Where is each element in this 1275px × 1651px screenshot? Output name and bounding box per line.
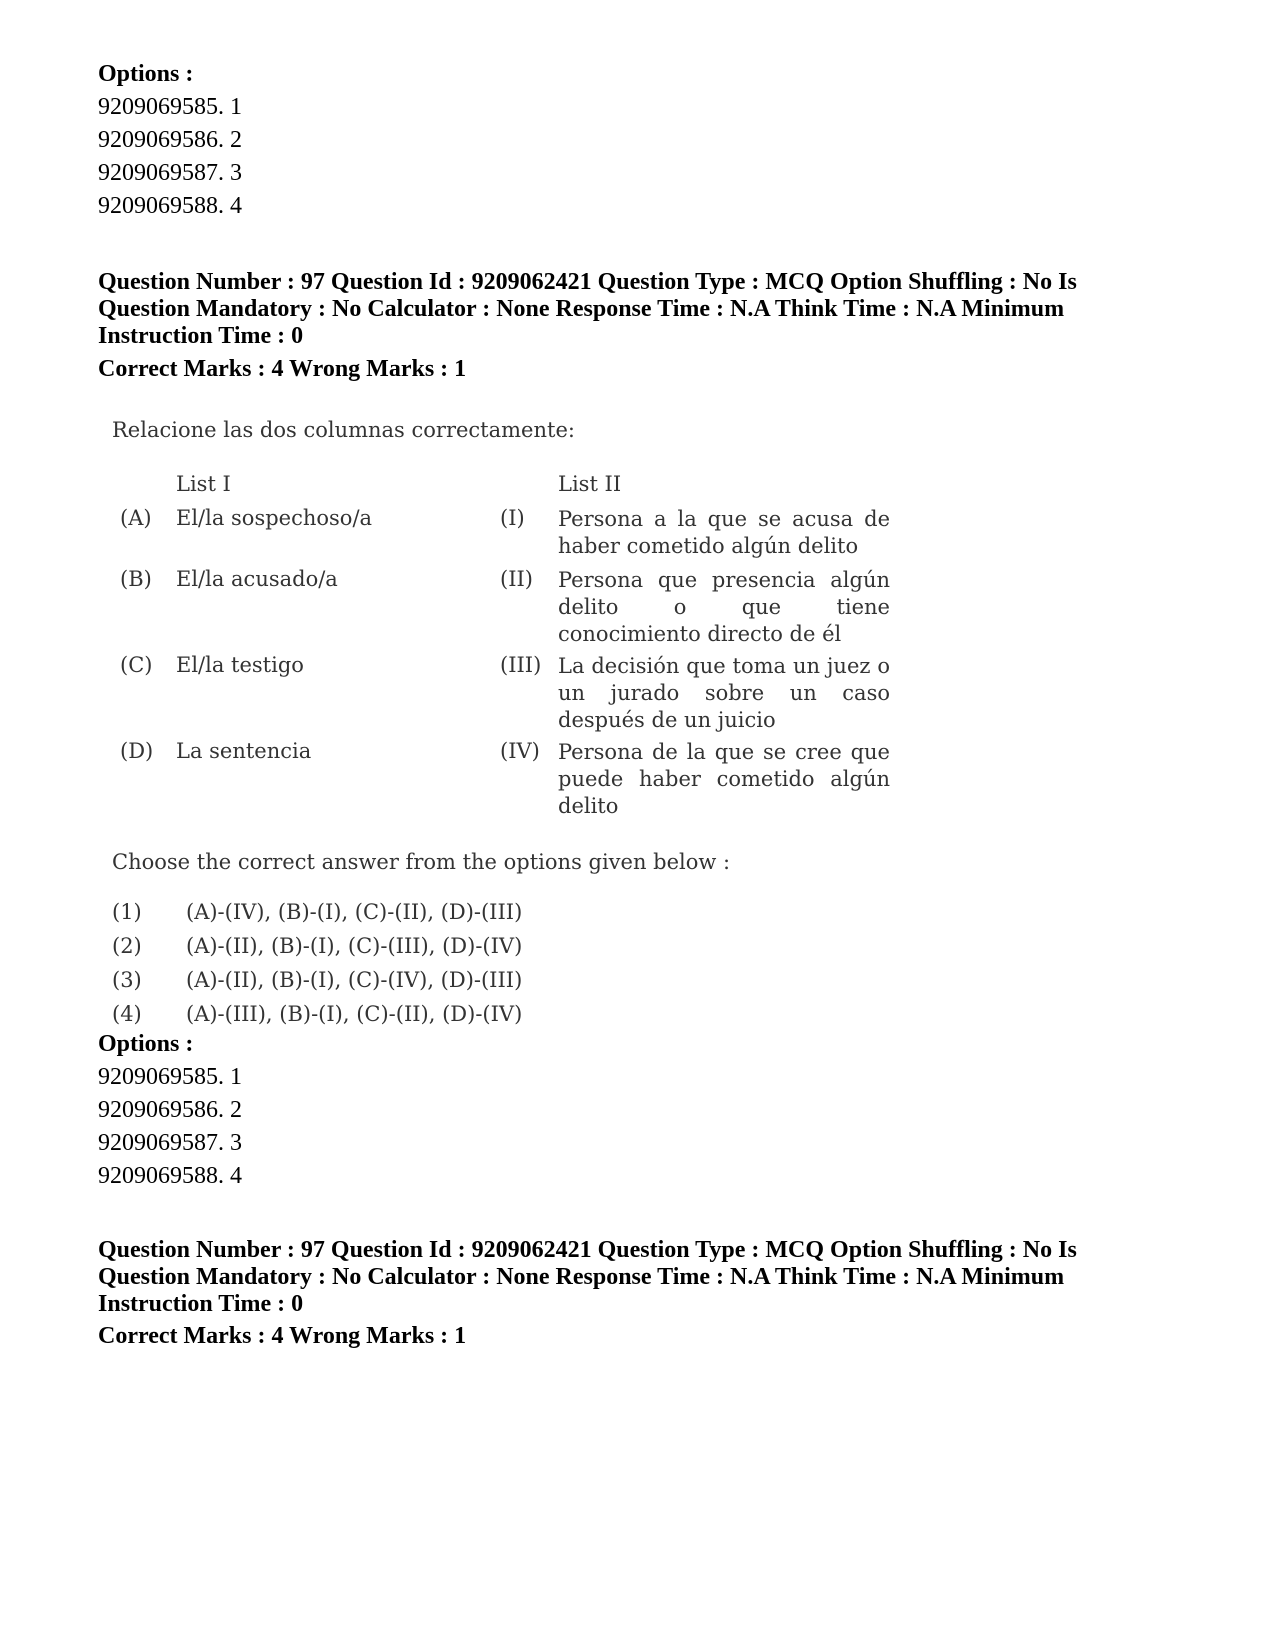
options-heading: Options : xyxy=(98,1031,194,1057)
option-item: 9209069585. 1 xyxy=(98,1064,242,1090)
answer-number: (2) xyxy=(112,934,142,958)
question-intro: Relacione las dos columnas correctamente: xyxy=(112,418,575,442)
option-item: 9209069588. 4 xyxy=(98,193,242,219)
question-marks: Correct Marks : 4 Wrong Marks : 1 xyxy=(98,1323,467,1349)
list2-text: Persona de la que se cree que puede haber cometido algún delito xyxy=(558,740,890,818)
option-item: 9209069587. 3 xyxy=(98,160,242,186)
list1-label: (D) xyxy=(120,739,154,763)
choose-instruction: Choose the correct answer from the options given below : xyxy=(112,850,731,874)
question-body xyxy=(98,410,938,1070)
list2-label: (III) xyxy=(500,653,542,677)
answer-text: (A)-(IV), (B)-(I), (C)-(II), (D)-(III) xyxy=(186,900,523,924)
question-meta-line: Question Number : 97 Question Id : 9209062421 Question Type : MCQ Option Shuffling : No Is xyxy=(98,1237,1077,1263)
list1-text: El/la acusado/a xyxy=(176,567,338,591)
question-meta-line: Question Number : 97 Question Id : 9209062421 Question Type : MCQ Option Shuffling : No Is xyxy=(98,269,1077,295)
option-item: 9209069585. 1 xyxy=(98,94,242,120)
answer-number: (3) xyxy=(112,968,142,992)
list1-label: (C) xyxy=(120,653,153,677)
answer-text: (A)-(II), (B)-(I), (C)-(III), (D)-(IV) xyxy=(186,934,523,958)
answer-text: (A)-(II), (B)-(I), (C)-(IV), (D)-(III) xyxy=(186,968,523,992)
options-heading: Options : xyxy=(98,61,194,87)
question-meta-line: Instruction Time : 0 xyxy=(98,1291,304,1317)
list2-text: La decisión que toma un juez o un jurado sobre un caso después de un juicio xyxy=(558,654,890,732)
list1-text: El/la sospechoso/a xyxy=(176,506,373,530)
list1-heading: List I xyxy=(176,472,231,496)
question-meta-line: Instruction Time : 0 xyxy=(98,323,304,349)
list2-label: (II) xyxy=(500,567,533,591)
option-item: 9209069586. 2 xyxy=(98,1097,242,1123)
question-meta-line: Question Mandatory : No Calculator : None Response Time : N.A Think Time : N.A Minimum xyxy=(98,296,1065,322)
answer-number: (4) xyxy=(112,1002,142,1026)
list1-label: (A) xyxy=(120,506,152,530)
list1-label: (B) xyxy=(120,567,152,591)
list2-label: (IV) xyxy=(500,739,540,763)
list2-text: Persona que presencia algún delito o que tiene conocimiento directo de él xyxy=(558,568,890,646)
list2-label: (I) xyxy=(500,506,525,530)
list1-text: El/la testigo xyxy=(176,653,304,677)
option-item: 9209069588. 4 xyxy=(98,1163,242,1189)
list2-heading: List II xyxy=(558,472,622,496)
question-marks: Correct Marks : 4 Wrong Marks : 1 xyxy=(98,356,467,382)
list1-text: La sentencia xyxy=(176,739,312,763)
option-item: 9209069586. 2 xyxy=(98,127,242,153)
list2-text: Persona a la que se acusa de haber cometido algún delito xyxy=(558,507,890,558)
question-meta-line: Question Mandatory : No Calculator : None Response Time : N.A Think Time : N.A Minimum xyxy=(98,1264,1065,1290)
option-item: 9209069587. 3 xyxy=(98,1130,242,1156)
answer-text: (A)-(III), (B)-(I), (C)-(II), (D)-(IV) xyxy=(186,1002,523,1026)
answer-number: (1) xyxy=(112,900,142,924)
